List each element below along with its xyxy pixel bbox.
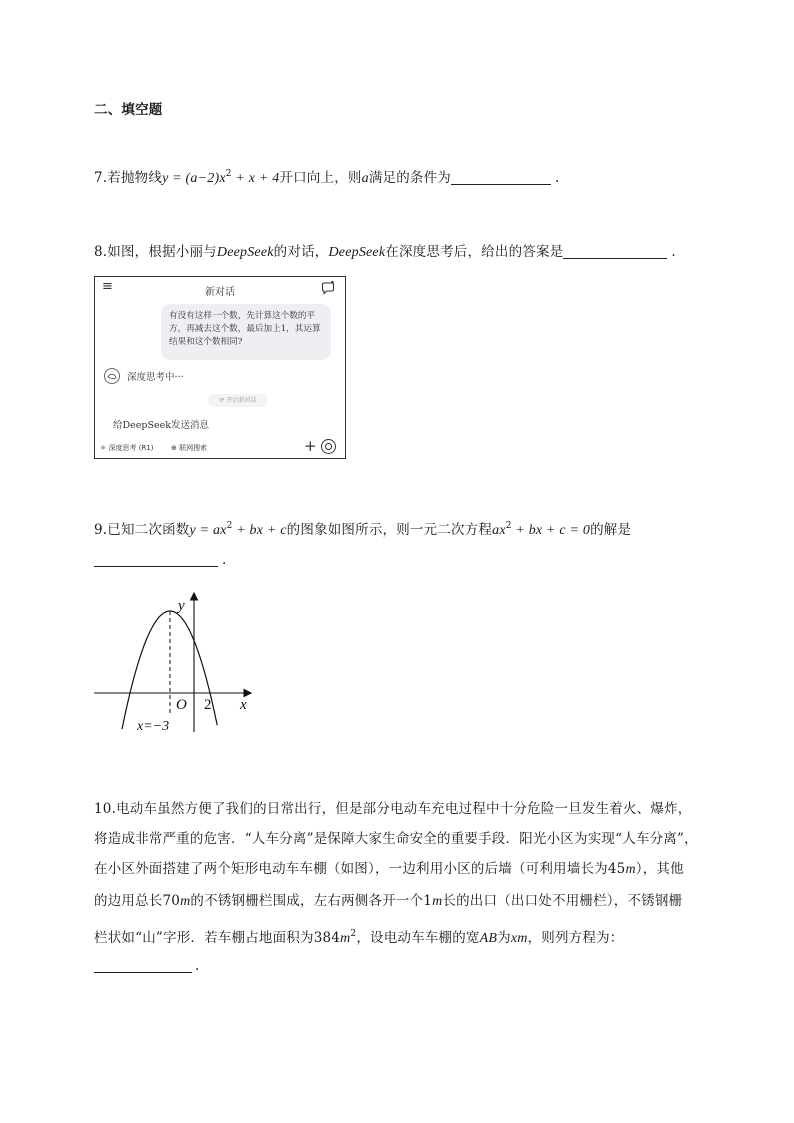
q9-text2: 的图象如图所示，则一元二次方程 (286, 522, 493, 538)
q10-text-5b: ，设电动车车棚的宽 (356, 930, 480, 946)
q9-func: y = ax (189, 523, 227, 538)
q10-text-5a: 栏状如“山”字形．若车棚占地面积为384 (94, 930, 341, 946)
q10-answer-line (94, 956, 200, 976)
q10-var-xm: xm (510, 931, 528, 946)
deepseek-chat-figure (94, 276, 346, 459)
q9-answer-blank[interactable] (94, 552, 218, 567)
parabola-graph (88, 586, 268, 736)
q9-text1: 已知二次函数 (107, 522, 190, 538)
q8-end: . (671, 244, 676, 260)
q9-func-tail: + bx + c (232, 523, 287, 538)
q7-var-a: a (361, 171, 369, 186)
new-chat-icon[interactable] (321, 281, 335, 295)
q10-unit-m4: m (340, 931, 351, 946)
q8-answer-blank[interactable] (563, 244, 667, 259)
menu-icon[interactable]: ≡ (102, 279, 113, 294)
q10-text-3a: 在小区外面搭建了两个矩形电动车车棚（如图），一边利用小区的后墙（可利用墙长为45 (94, 861, 626, 877)
atom-icon: ⚛ (100, 444, 109, 452)
q10-line-3 (94, 859, 684, 880)
refresh-icon: ⟳ (219, 397, 227, 404)
web-search-label: 联网搜索 (179, 444, 208, 452)
q10-text-5d: ，则列方程为： (527, 930, 624, 946)
globe-icon: ⊕ (171, 444, 180, 452)
chat-title: 新对话 (205, 287, 235, 298)
q7-text-mid: 开口向上，则 (279, 170, 362, 186)
q10-answer-blank[interactable] (94, 958, 192, 973)
q9-eq: ax (492, 523, 506, 538)
attach-plus-icon[interactable]: + (304, 437, 317, 455)
q9-answer-line (94, 550, 227, 570)
deep-think-toggle[interactable] (100, 443, 154, 453)
q9-func-exp: 2 (226, 521, 233, 531)
q10-unit-m2: m (180, 894, 191, 909)
send-icon[interactable] (321, 439, 336, 454)
deepseek-whale-icon (104, 368, 120, 384)
q7-number: 7. (94, 170, 108, 186)
q10-line-4 (94, 891, 682, 912)
web-search-toggle[interactable] (171, 443, 207, 453)
new-chat-pill-label: 开启新对话 (226, 397, 257, 404)
q10-var-ab: AB (479, 931, 498, 946)
q7-text-before: 若抛物线 (107, 170, 163, 186)
y-axis-label: y (178, 598, 185, 614)
q10-line-1 (94, 799, 691, 819)
q10-text-4c: 长的出口（出口处不用栅栏），不锈钢栅 (442, 893, 683, 909)
q9-end: . (222, 552, 227, 568)
section-title: 二、填空题 (94, 102, 163, 118)
origin-label: O (176, 697, 187, 713)
user-message-bubble: 有没有这样一个数，先计算这个数的平方，再减去这个数，最后加上1，其运算结果和这个数相同? (161, 304, 331, 360)
symmetry-label: x=−3 (137, 719, 170, 734)
q10-text-5c: 为 (497, 930, 511, 946)
q10-end: . (195, 958, 200, 974)
question-8 (94, 242, 676, 263)
q8-deepseek-1: DeepSeek (216, 245, 274, 260)
q9-number: 9. (94, 522, 108, 538)
new-chat-pill[interactable] (208, 394, 268, 407)
tick-2-label: 2 (204, 697, 212, 713)
message-input[interactable]: 给DeepSeek发送消息 (113, 420, 209, 431)
q10-line-2: 将造成非常严重的危害．“人车分离”是保障大家生命安全的重要手段．阳光小区为实现“人车分离”， (94, 831, 698, 847)
q8-text1: 如图，根据小丽与 (107, 244, 217, 260)
q9-eq-tail: + bx + c = 0 (511, 523, 591, 538)
question-7 (94, 164, 560, 189)
q10-text-1: 电动车虽然方便了我们的日常出行，但是部分电动车充电过程中十分危险一旦发生着火、爆炸， (116, 801, 692, 817)
x-axis-label: x (240, 697, 247, 713)
q10-line-5 (94, 924, 624, 949)
deep-think-label: 深度思考 (R1) (108, 444, 154, 452)
q7-answer-blank[interactable] (451, 170, 551, 185)
q8-text2: 的对话， (273, 244, 329, 260)
q8-deepseek-2: DeepSeek (328, 245, 386, 260)
q7-text-after: 满足的条件为 (368, 170, 452, 186)
q7-exponent: 2 (225, 169, 232, 179)
q10-unit-exp: 2 (350, 929, 357, 939)
q7-formula-tail: + x + 4 (231, 171, 280, 186)
q8-number: 8. (94, 244, 108, 260)
q9-eq-exp: 2 (505, 521, 512, 531)
q10-unit-m1: m (625, 862, 636, 877)
thinking-status: 深度思考中··· (127, 372, 184, 383)
q8-text3: 在深度思考后，给出的答案是 (385, 244, 564, 260)
q10-text-4b: 的不锈钢栅栏围成，左右两侧各开一个1 (190, 893, 433, 909)
q7-formula: y = (a−2)x (162, 171, 226, 186)
q10-unit-m3: m (432, 894, 443, 909)
question-9 (94, 516, 631, 541)
q7-end: . (555, 170, 560, 186)
q10-text-3b: ），其他 (635, 861, 684, 877)
q9-text3: 的解是 (590, 522, 632, 538)
q10-number: 10. (94, 801, 117, 817)
q10-text-4a: 的边用总长70 (94, 893, 181, 909)
